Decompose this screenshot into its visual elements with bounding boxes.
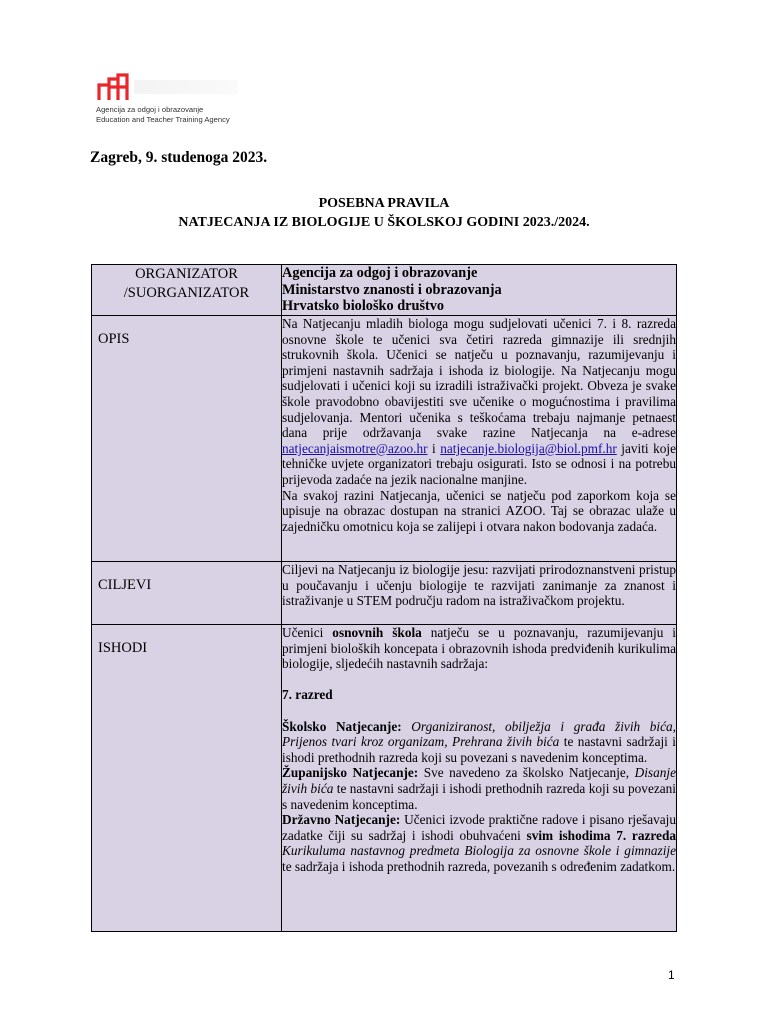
table-row-opis [92,316,677,562]
grade-label: 7. razred [282,687,333,703]
opis-text: Na Natjecanju mladih biologa mogu sudjelovati učenici 7. i 8. razreda osnovne škole te učenici sva četiri razreda gimnazije ili srednjih strukovnih škola. Učenici se natječu u poznavanju, razumijevanju i primjeni nastavnih sadržaja i ishoda iz biologije. Na Natjecanju mogu sudjelovati i učenici koji su izradili istraživački projekt. Obveza je svake škole pravodobno obavijestiti sve učenike o mogućnostima i pravilima sudjelovanja. Mentori učenika s teškoćama trebaju najmanje petnaest dana prije održavanja svake razine Natjecanja na e-adrese [282,316,676,441]
email-link-azoo[interactable]: natjecanjaismotre@azoo.hr [282,440,428,456]
logo-line-2: Education and Teacher Training Agency [96,114,230,124]
ishodi-intro [282,625,676,672]
opis-text-end: javiti koje tehničke uvjete organizatori trebaju osigurati. Isto se odnosi i na potrebu prijevoda zadaće na jezik nacionalne manjine. [282,440,677,487]
organizer-line: Ministarstvo znanosti i obrazovanja [282,281,502,298]
spacer [282,672,676,688]
state-level-text: Učenici izvode praktične radove i pisano rješavaju zadatke čiji su sadržaj i ishodi obuhvaćeni [282,812,676,843]
organizer-line: Hrvatsko biološko društvo [282,298,445,314]
logo-line-1: Agencija za odgoj i obrazovanje [96,105,204,114]
state-level-rest: te sadržaja i ishoda prethodnih razreda, povezanih s određenim zadatkom. [282,858,676,874]
table-row-ishodi [92,625,677,932]
state-level-curriculum: Kurikuluma nastavnog predmeta Biologija za osnovne škole i gimnazije [282,843,676,859]
school-level [282,719,676,766]
county-level-text: Sve navedeno za školsko Natjecanje, [418,765,630,781]
ishodi-intro-rest: natječu se u poznavanju, razumijevanju i primjeni bioloških koncepata i obrazovnih ishoda predviđenih kurikulima biologije, sljedećih nastavnih sadržaja: [282,625,676,672]
ciljevi-label: CILJEVI [98,577,152,593]
ishodi-value-cell [282,625,677,932]
ciljevi-value-cell [282,562,677,625]
state-level-label: Državno Natjecanje: [282,812,401,828]
state-level-bold: svim ishodima 7. razreda [526,827,676,843]
rules-table [91,264,677,932]
organizer-line: Agencija za odgoj i obrazovanje [282,265,478,281]
grade-heading [282,687,676,703]
logo-caption [96,105,230,124]
logo-faint-graphic [134,80,238,94]
organizer-label: ORGANIZATOR [135,266,238,282]
document-date: Zagreb, 9. studenoga 2023. [90,149,268,166]
ishodi-intro-bold: osnovnih škola [332,625,422,640]
document-subtitle: NATJECANJA IZ BIOLOGIJE U ŠKOLSKOJ GODINI 2023./2024. [178,215,590,230]
opis-paragraph-2: Na svakoj razini Natjecanja, učenici se natječu pod zaporkom koja se upisuje na obrazac dostupan na stranici AZOO. Taj se obrazac ulaže u zajedničku omotnicu koja se zalijepi i otvara nakon bodovanja zadaća. [282,487,676,534]
page-number: 1 [668,968,675,982]
organizer-value-cell [282,265,677,316]
school-level-label: Školsko Natjecanje: [282,718,402,734]
school-level-topics: Organiziranost, obilježja i građa živih bića, Prijenos tvari kroz organizam, Prehrana živih bića [282,718,676,750]
opis-label-cell [92,316,282,562]
document-title: POSEBNA PRAVILA [318,196,450,211]
county-level-label: Županijsko Natjecanje: [282,765,419,781]
table-row-ciljevi [92,562,677,625]
spacer [282,703,676,719]
agency-logo [96,72,246,132]
ishodi-label: ISHODI [98,640,148,656]
aoo-logo-icon [96,72,130,100]
organizer-label-cell [92,265,282,316]
table-row-organizer [92,265,677,316]
school-level-rest: te nastavni sadržaji i ishodi prethodnih razreda koji su povezani s navedenim konceptima. [282,734,676,765]
opis-value-cell [282,316,677,562]
ciljevi-label-cell [92,562,282,625]
ishodi-intro-text: Učenici [282,625,333,640]
opis-paragraph [282,316,676,488]
county-level [282,765,676,812]
county-level-topics: Disanje živih bića [282,765,676,796]
county-level-rest: te nastavni sadržaji i ishodi prethodnih razreda koji su povezani s navedenim konceptima. [282,780,676,812]
co-organizer-label: /SUORGANIZATOR [123,285,250,301]
opis-label: OPIS [98,331,130,347]
state-level [282,812,676,874]
conjunction: i [432,440,436,456]
ishodi-label-cell [92,625,282,932]
ciljevi-text: Ciljevi na Natjecanju iz biologije jesu: razvijati prirodoznanstveni pristup u poučavanju i učenju biologije te razvijati zanimanje za znanost i istraživanje u STEM području radom na istraživačkom projektu. [282,562,676,609]
email-link-biol[interactable]: natjecanje.biologija@biol.pmf.hr [440,440,617,456]
